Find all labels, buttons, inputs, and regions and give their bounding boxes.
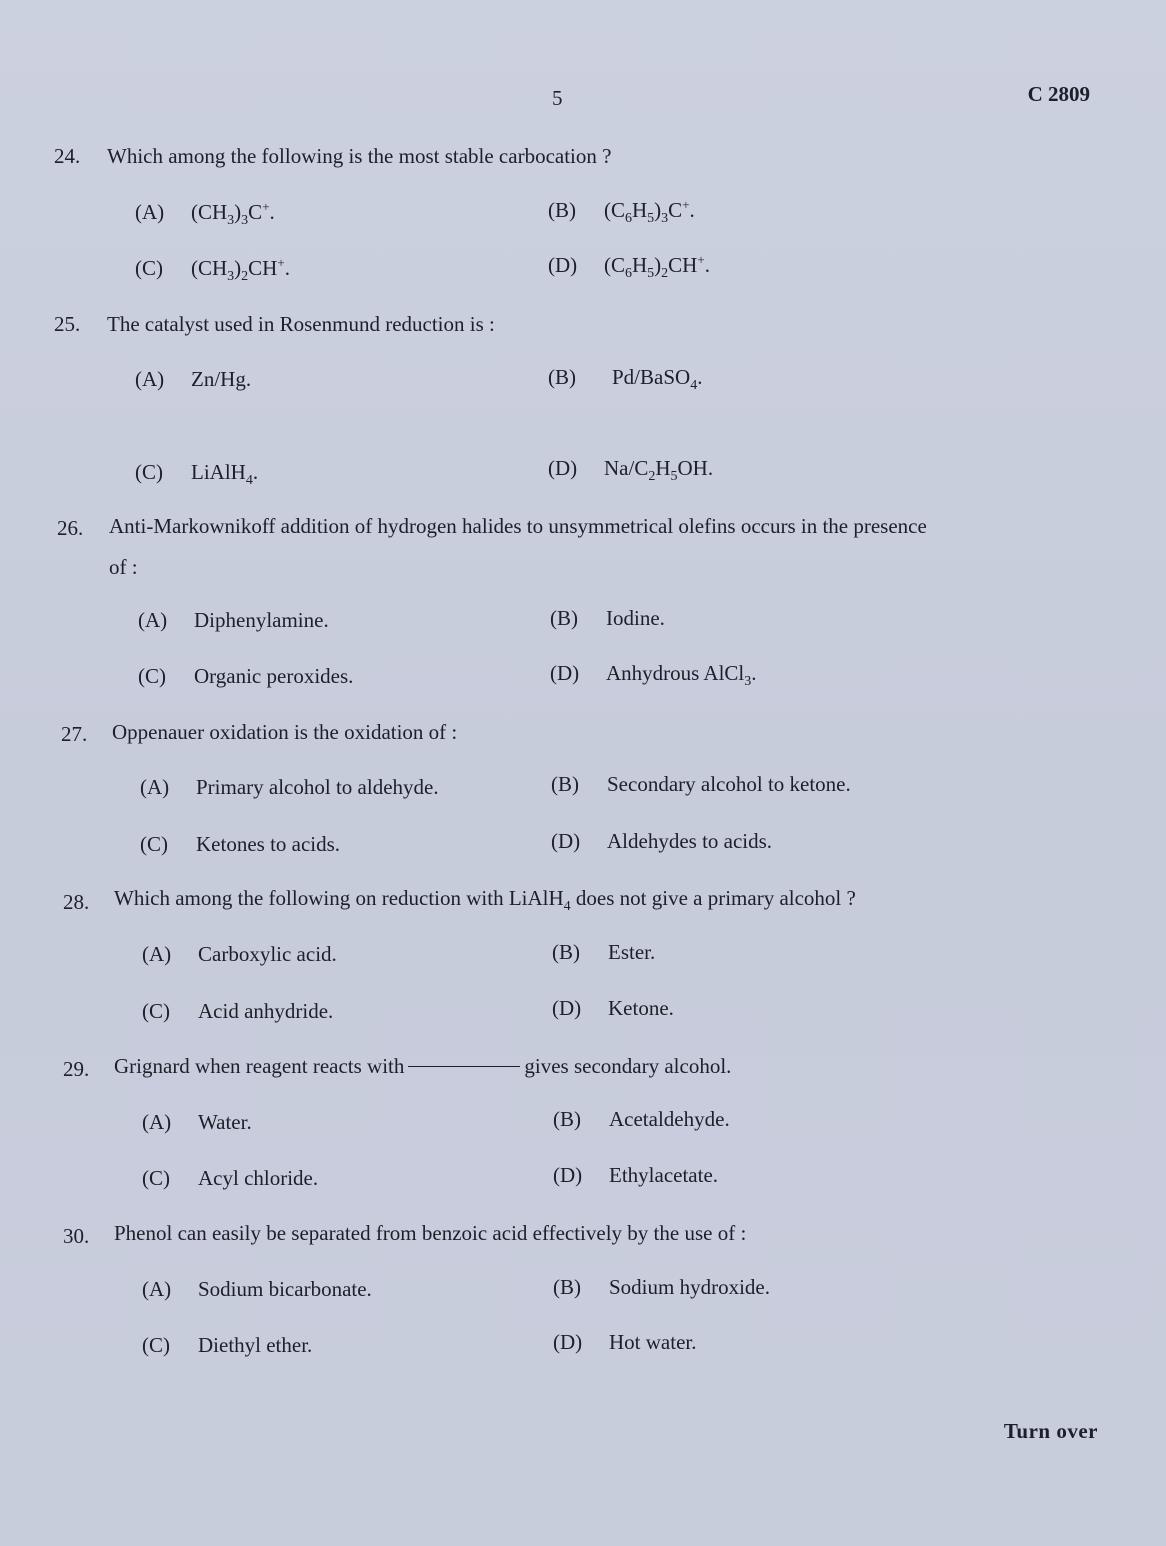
option-text: Ketones to acids. [196, 832, 341, 856]
option-letter: (A) [135, 200, 165, 224]
option-letter: (B) [553, 1107, 581, 1131]
option-text: Iodine. [606, 606, 665, 630]
option-c [142, 1333, 312, 1358]
option-letter: (C) [142, 999, 170, 1023]
option-letter: (D) [553, 1163, 583, 1187]
question-number: 30. [63, 1224, 90, 1248]
option-text: $(CH_3)_2CH^+$. [191, 255, 290, 284]
option-text: Aldehydes to acids. [607, 829, 773, 853]
option-letter: (A) [135, 367, 165, 391]
question-text: The catalyst used in Rosenmund reduction is : [107, 312, 495, 336]
option-letter: (D) [550, 661, 580, 685]
option-c [135, 255, 290, 284]
option-text: Sodium hydroxide. [609, 1275, 770, 1299]
option-b [550, 606, 665, 631]
option-a [135, 367, 251, 392]
option-a [142, 942, 337, 967]
paper-code: C 2809 [1027, 82, 1090, 106]
question-text: Phenol can easily be separated from benzoic acid effectively by the use of : [114, 1221, 747, 1245]
option-c [138, 664, 353, 689]
question-number: 29. [63, 1057, 90, 1081]
option-letter: (D) [548, 456, 578, 480]
option-letter: (B) [550, 606, 578, 630]
question-number: 28. [63, 890, 90, 914]
option-text: Diphenylamine. [194, 608, 329, 632]
option-letter: (A) [142, 942, 172, 966]
option-letter: (D) [551, 829, 581, 853]
option-text: Acyl chloride. [198, 1166, 319, 1190]
option-text: Ester. [608, 940, 656, 964]
option-text: Pd/BaSO$_4$. [612, 365, 703, 393]
option-letter: (C) [142, 1166, 170, 1190]
question-text-continued: of : [109, 555, 138, 579]
option-text: Anhydrous AlCl$_3$. [606, 661, 757, 689]
option-letter: (D) [553, 1330, 583, 1354]
option-letter: (B) [553, 1275, 581, 1299]
option-letter: (B) [552, 940, 580, 964]
option-text: $Na/C_2H_5OH$. [604, 456, 714, 484]
option-b [551, 772, 851, 797]
option-letter: (A) [142, 1110, 172, 1134]
option-text: Secondary alcohol to ketone. [607, 772, 851, 796]
option-letter: (C) [135, 460, 163, 484]
option-text: LiAlH$_4$. [191, 460, 259, 488]
option-b [552, 940, 655, 965]
option-text: Hot water. [609, 1330, 697, 1354]
option-text: Organic peroxides. [194, 664, 354, 688]
option-text: Zn/Hg. [191, 367, 252, 391]
question-text: Which among the following on reduction with LiAlH$_4$ does not give a primary alcohol ? [114, 886, 856, 914]
option-a [140, 775, 439, 800]
option-a [142, 1110, 252, 1135]
option-text: $(CH_3)_3C^+$. [191, 199, 275, 228]
option-text: Primary alcohol to aldehyde. [196, 775, 439, 799]
option-a [142, 1277, 372, 1302]
question-text-after-blank: gives secondary alcohol. [524, 1054, 732, 1078]
answer-blank [408, 1066, 520, 1067]
question-text: Anti-Markownikoff addition of hydrogen halides to unsymmetrical olefins occurs in the presence [109, 514, 927, 538]
option-d [551, 829, 772, 854]
option-c [135, 460, 259, 488]
option-d [550, 661, 757, 689]
question-number: 26. [57, 516, 84, 540]
option-letter: (D) [552, 996, 582, 1020]
option-letter: (A) [138, 608, 168, 632]
option-a [135, 199, 275, 228]
option-d [548, 456, 714, 484]
option-text: Acid anhydride. [198, 999, 334, 1023]
option-letter: (C) [140, 832, 168, 856]
option-text: Sodium bicarbonate. [198, 1277, 372, 1301]
option-d [552, 996, 674, 1021]
option-a [138, 608, 329, 633]
option-text: Acetaldehyde. [609, 1107, 730, 1131]
option-b [548, 197, 695, 226]
turn-over-note: Turn over [1003, 1419, 1098, 1443]
option-text: Carboxylic acid. [198, 942, 337, 966]
option-letter: (C) [142, 1333, 170, 1357]
option-c [142, 999, 333, 1024]
option-d [548, 252, 710, 281]
option-text: Diethyl ether. [198, 1333, 313, 1357]
option-text: $(C_6H_5)_3C^+$. [604, 197, 695, 226]
page-number: 5 [552, 86, 563, 110]
option-d [553, 1330, 696, 1355]
question-text: Oppenauer oxidation is the oxidation of : [112, 720, 458, 744]
question-text-before-blank: Grignard when reagent reacts with [114, 1054, 405, 1078]
option-text: $(C_6H_5)_2CH^+$. [604, 252, 710, 281]
option-letter: (C) [135, 256, 163, 280]
option-letter: (A) [142, 1277, 172, 1301]
question-text: Which among the following is the most stable carbocation ? [107, 144, 612, 168]
option-letter: (A) [140, 775, 170, 799]
option-letter: (B) [548, 198, 576, 222]
question-number: 27. [61, 722, 88, 746]
option-text: Ketone. [608, 996, 674, 1020]
option-letter: (B) [548, 365, 576, 389]
option-letter: (C) [138, 664, 166, 688]
option-b [553, 1107, 730, 1132]
option-c [142, 1166, 318, 1191]
option-b [553, 1275, 770, 1300]
option-c [140, 832, 340, 857]
option-letter: (D) [548, 253, 578, 277]
option-text: Water. [198, 1110, 252, 1134]
option-b [548, 365, 703, 393]
question-text [114, 1052, 731, 1080]
option-letter: (B) [551, 772, 579, 796]
question-number: 24. [54, 144, 81, 168]
option-d [553, 1163, 718, 1188]
option-text: Ethylacetate. [609, 1163, 719, 1187]
question-number: 25. [54, 312, 81, 336]
